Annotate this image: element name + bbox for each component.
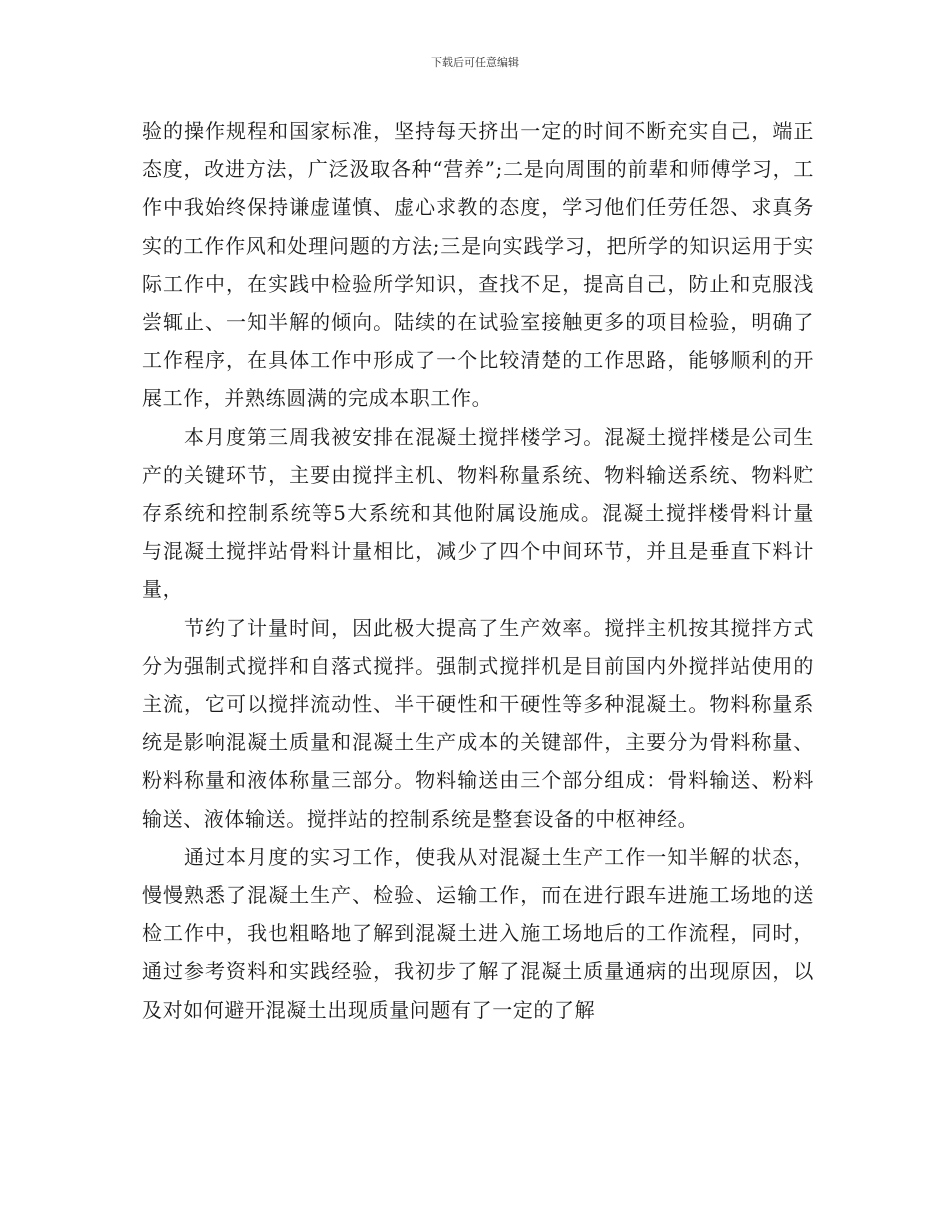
page-header: 下载后可任意编辑 (431, 56, 519, 69)
document-body (142, 112, 814, 1029)
paragraph-mixing-plant: 本月度第三周我被安排在混凝土搅拌楼学习。混凝土搅拌楼是公司生产的关键环节，主要由搅拌主机、物料称量系统、物料输送系统、物料贮存系统和控制系统等5大系统和其他附属设施成。混凝土搅拌楼骨料计量与混凝土搅拌站骨料计量相比，减少了四个中间环节，并且是垂直下料计量， (142, 424, 814, 602)
paragraph-continuation: 验的操作规程和国家标准，坚持每天挤出一定的时间不断充实自己，端正态度，改进方法，广泛汲取各种“营养”;二是向周围的前辈和师傅学习，工作中我始终保持谦虚谨慎、虚心求教的态度，学习他们任劳任怨、求真务实的工作作风和处理问题的方法;三是向实践学习，把所学的知识运用于实际工作中，在实践中检验所学知识，查找不足，提高自己，防止和克服浅尝辄止、一知半解的倾向。陆续的在试验室接触更多的项目检验，明确了工作程序，在具体工作中形成了一个比较清楚的工作思路，能够顺利的开展工作，并熟练圆满的完成本职工作。 (142, 119, 814, 411)
paragraph-summary: 通过本月度的实习工作，使我从对混凝土生产工作一知半解的状态，慢慢熟悉了混凝土生产、检验、运输工作，而在进行跟车进施工场地的送检工作中，我也粗略地了解到混凝土进入施工场地后的工作流程，同时，通过参考资料和实践经验，我初步了解了混凝土质量通病的出现原因，以及对如何避开混凝土出现质量问题有了一定的了解 (142, 844, 814, 1022)
paragraph-efficiency: 节约了计量时间，因此极大提高了生产效率。搅拌主机按其搅拌方式分为强制式搅拌和自落式搅拌。强制式搅拌机是目前国内外搅拌站使用的主流，它可以搅拌流动性、半干硬性和干硬性等多种混凝土。物料称量系统是影响混凝土质量和混凝土生产成本的关键部件，主要分为骨料称量、粉料称量和液体称量三部分。物料输送由三个部分组成：骨料输送、粉料输送、液体输送。搅拌站的控制系统是整套设备的中枢神经。 (142, 615, 814, 831)
